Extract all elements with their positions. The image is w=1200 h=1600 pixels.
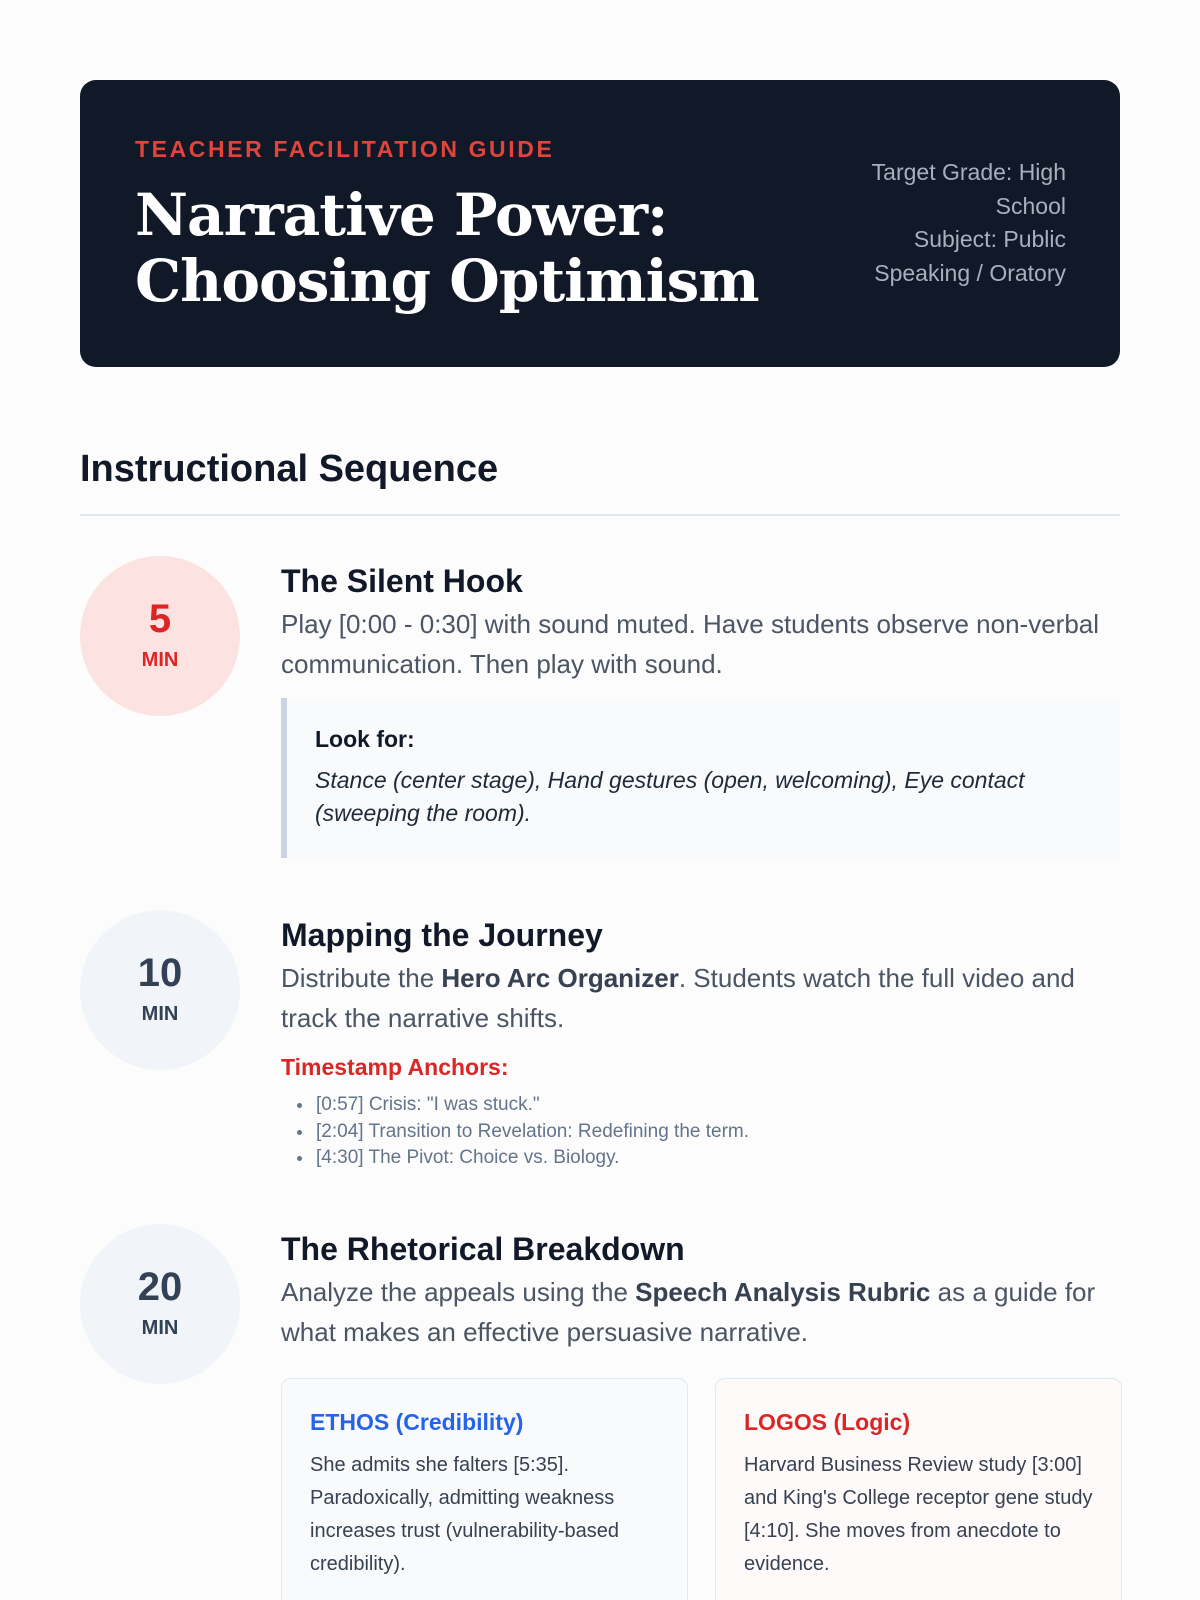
page-title: Narrative Power: Choosing Optimism: [135, 181, 759, 315]
guide-header: [80, 80, 1120, 367]
step-2-unit: MIN: [141, 1003, 179, 1025]
guide-eyebrow: TEACHER FACILITATION GUIDE: [135, 136, 555, 162]
section-title: Instructional Sequence: [80, 448, 499, 490]
section-divider: [80, 514, 1120, 516]
desc-text: Distribute the: [281, 963, 442, 993]
step-3-time-badge: [80, 1224, 240, 1384]
step-3-unit: MIN: [141, 1317, 179, 1339]
target-grade: Target Grade: High School: [871, 159, 1066, 219]
anchors-label: Timestamp Anchors:: [281, 1054, 509, 1080]
timestamp-anchors-list: [314, 1092, 749, 1172]
step-1-unit: MIN: [141, 649, 179, 671]
callout-label: Look for:: [315, 726, 415, 752]
hero-arc-organizer-ref: Hero Arc Organizer: [441, 963, 679, 993]
desc-text: Analyze the appeals using the: [281, 1277, 636, 1307]
desc-text: as a guide for what makes an effective persuasive narrative.: [281, 1277, 1096, 1347]
speech-rubric-ref: Speech Analysis Rubric: [635, 1277, 931, 1307]
ethos-card: [281, 1378, 688, 1600]
step-1-description: Play [0:00 - 0:30] with sound muted. Have students observe non-verbal communication. Then play with sound.: [281, 609, 1100, 679]
logos-card: [715, 1378, 1122, 1600]
ethos-card-title: ETHOS (Credibility): [310, 1409, 524, 1435]
callout-text: Stance (center stage), Hand gestures (open, welcoming), Eye contact (sweeping the room).: [315, 767, 1025, 826]
step-3-description: [281, 1272, 1121, 1352]
guide-meta: [846, 156, 1066, 290]
step-2-time-badge: [80, 910, 240, 1070]
step-2-title: Mapping the Journey: [281, 917, 603, 953]
step-3-minutes: 20: [137, 1265, 183, 1309]
ethos-card-text: She admits she falters [5:35]. Paradoxically, admitting weakness increases trust (vulnerability-based credibility).: [310, 1454, 620, 1575]
subject: Subject: Public Speaking / Oratory: [874, 226, 1066, 286]
step-2-minutes: 10: [137, 951, 183, 995]
desc-text: . Students watch the full video and track the narrative shifts.: [281, 963, 1075, 1033]
logos-card-text: Harvard Business Review study [3:00] and King's College receptor gene study [4:10]. She moves from anecdote to evidence.: [744, 1454, 1093, 1575]
step-1-time-badge: [80, 556, 240, 716]
step-1-callout: [281, 698, 1120, 858]
step-3-title: The Rhetorical Breakdown: [281, 1231, 685, 1267]
logos-card-title: LOGOS (Logic): [744, 1409, 911, 1435]
list-item: • [2:04] Transition to Revelation: Redefining the term.: [314, 1119, 749, 1146]
list-item: • [0:57] Crisis: "I was stuck.": [314, 1092, 749, 1119]
step-2-description: [281, 958, 1121, 1038]
list-item: • [4:30] The Pivot: Choice vs. Biology.: [314, 1145, 749, 1172]
step-1-minutes: 5: [148, 597, 172, 641]
step-1-title: The Silent Hook: [281, 563, 523, 599]
